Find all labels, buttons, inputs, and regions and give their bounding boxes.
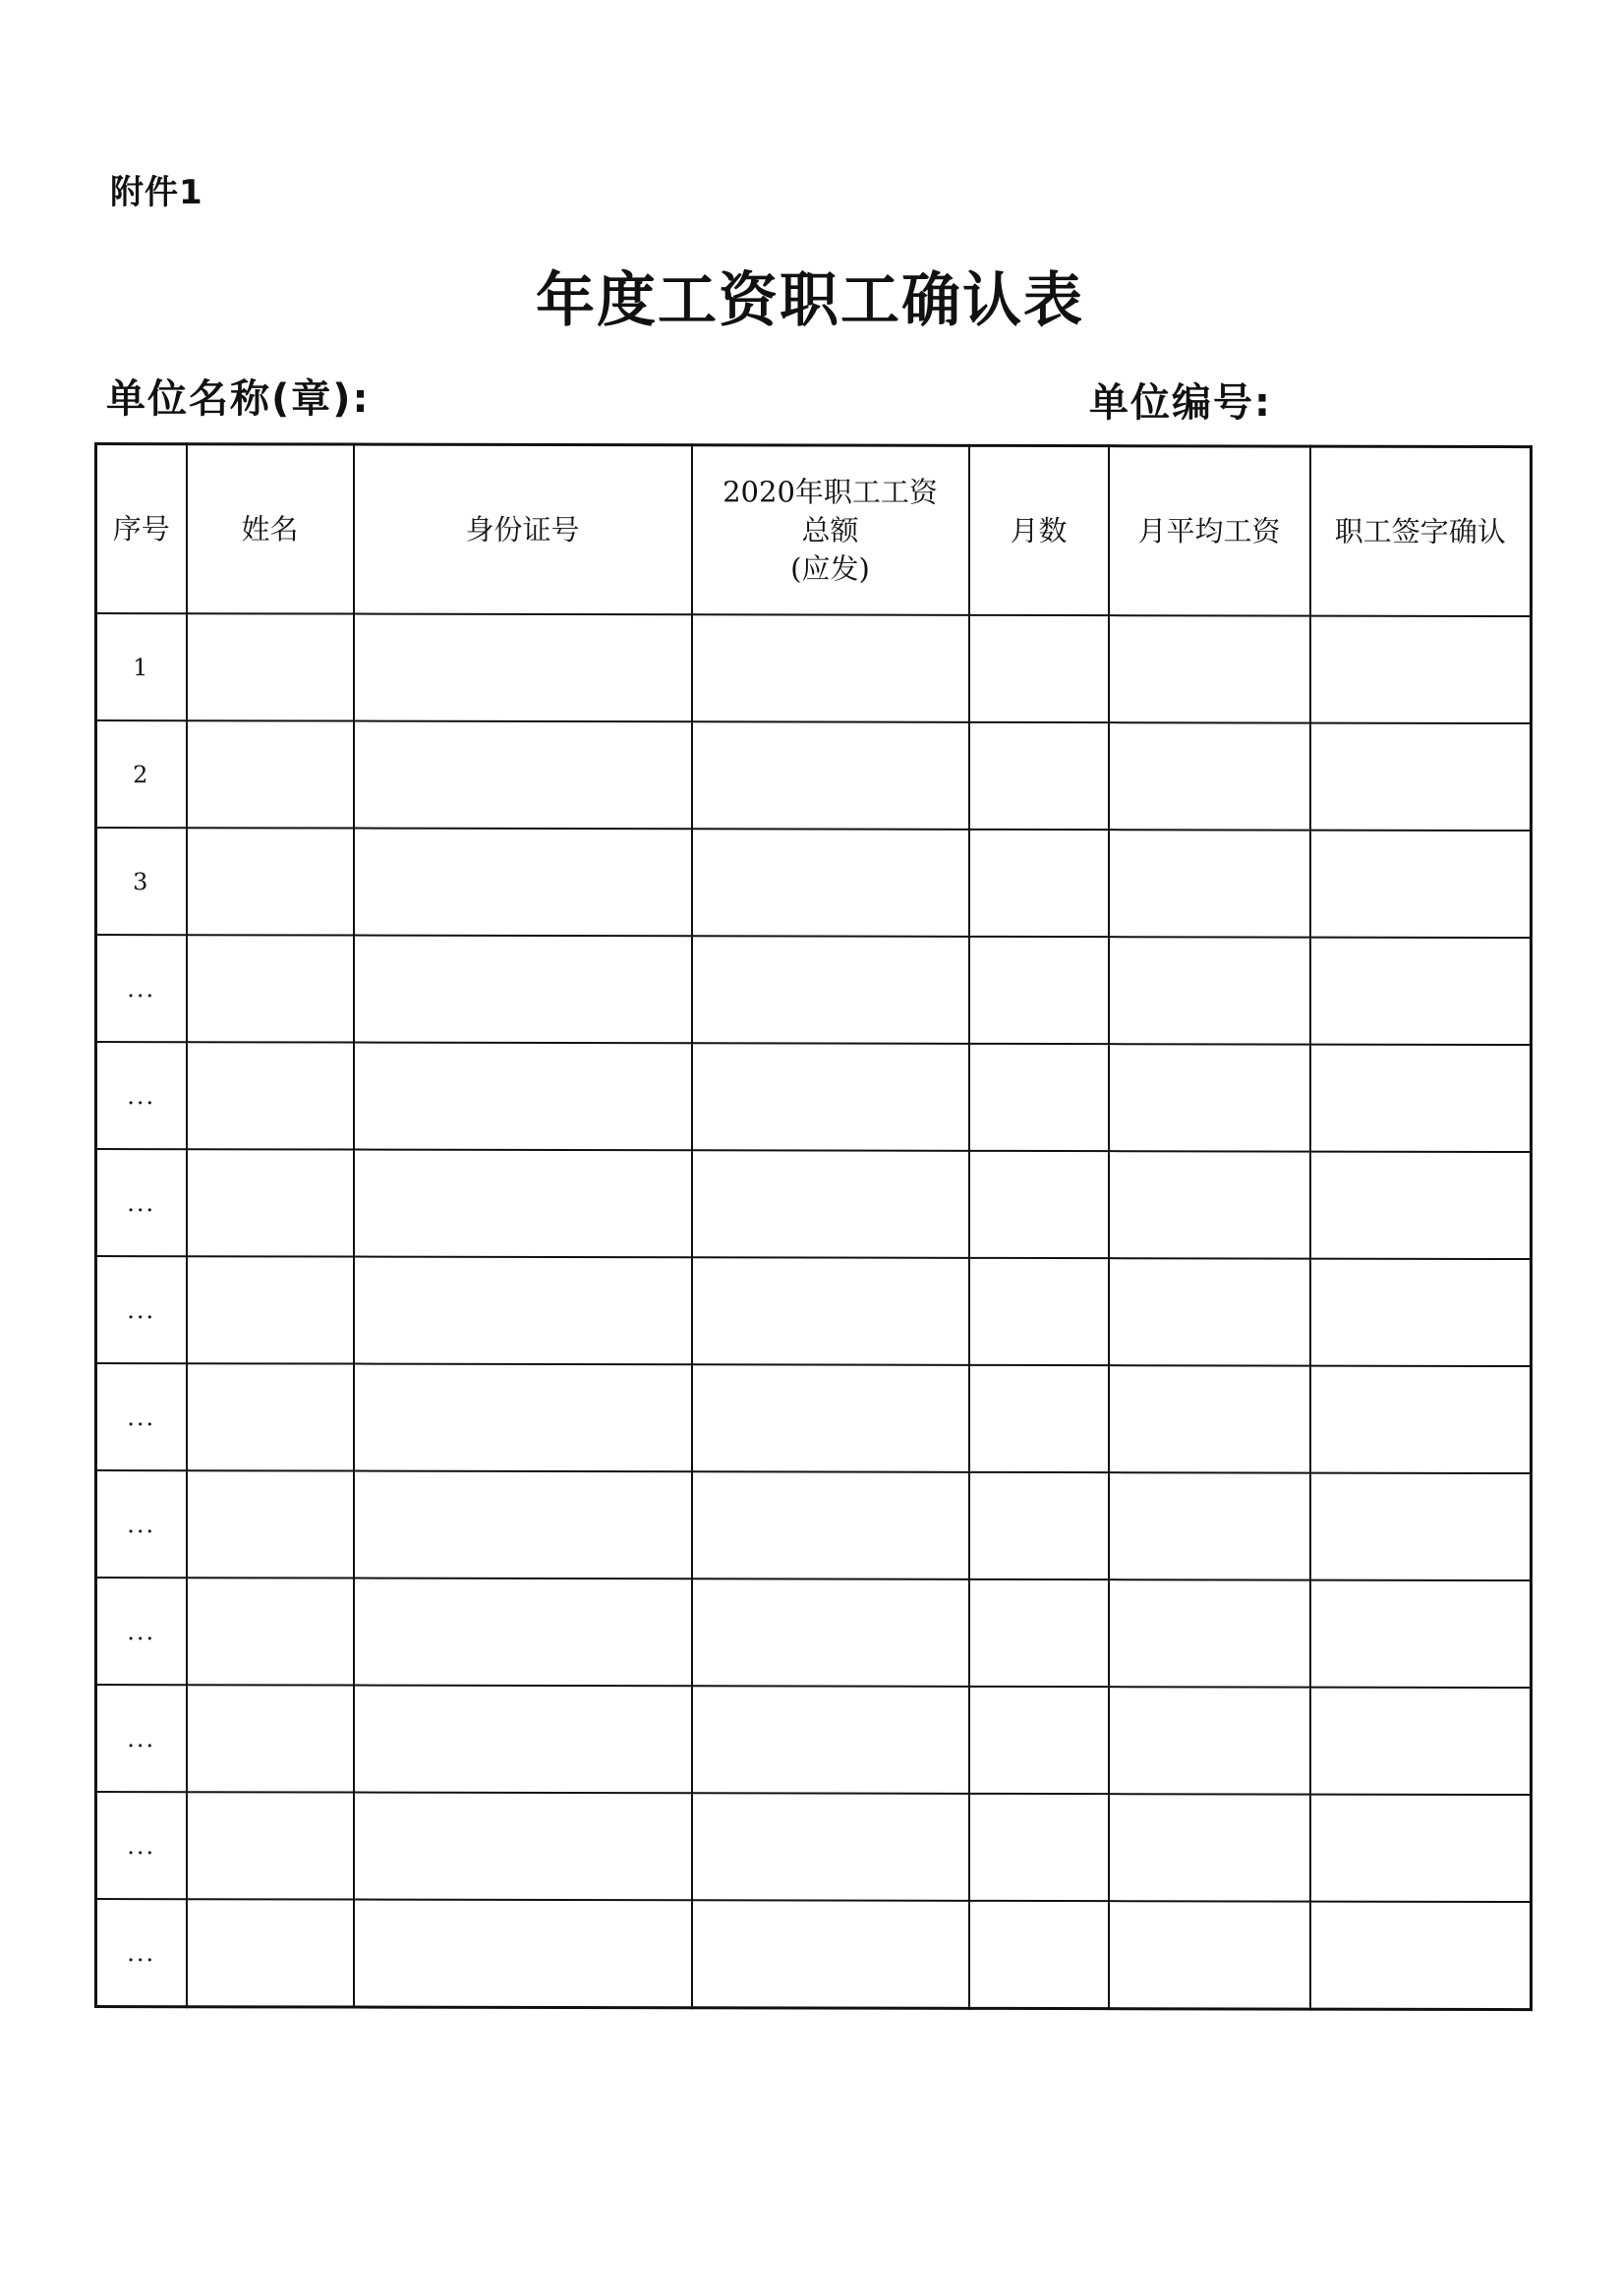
cell-signature — [1310, 938, 1532, 1045]
table-row — [96, 1685, 1532, 1795]
cell-signature — [1310, 723, 1532, 831]
cell-id-number — [354, 1578, 692, 1687]
cell-seq: ... — [96, 1042, 187, 1149]
cell-name — [187, 720, 354, 828]
cell-seq: 1 — [96, 613, 187, 720]
cell-months — [969, 1044, 1109, 1151]
cell-seq: ... — [96, 1899, 187, 2007]
cell-name — [187, 1899, 354, 2007]
cell-id-number — [354, 1043, 692, 1151]
cell-total-wage — [692, 1578, 969, 1687]
cell-avg-monthly-wage — [1109, 1044, 1310, 1151]
cell-total-wage — [692, 1793, 969, 1901]
cell-seq: ... — [96, 935, 187, 1042]
cell-id-number — [354, 1257, 692, 1365]
cell-total-wage — [692, 1043, 969, 1151]
cell-months — [969, 615, 1109, 722]
table-body — [96, 613, 1532, 2010]
cell-total-wage — [692, 936, 969, 1044]
cell-name — [187, 1042, 354, 1149]
header-id-number: 身份证号 — [354, 444, 692, 614]
cell-months — [969, 1365, 1109, 1472]
table-header-row — [96, 444, 1532, 617]
cell-seq: ... — [96, 1363, 187, 1470]
header-months: 月数 — [969, 445, 1109, 615]
cell-signature — [1310, 1795, 1532, 1902]
cell-months — [969, 937, 1109, 1044]
header-signature: 职工签字确认 — [1310, 446, 1532, 616]
unit-number-label: 单位编号: — [1089, 380, 1272, 426]
cell-id-number — [354, 936, 692, 1044]
cell-seq: ... — [96, 1685, 187, 1792]
header-seq: 序号 — [96, 444, 187, 614]
cell-avg-monthly-wage — [1109, 937, 1310, 1044]
cell-id-number — [354, 829, 692, 937]
cell-months — [969, 1472, 1109, 1579]
cell-name — [187, 1685, 354, 1792]
cell-total-wage — [692, 1364, 969, 1472]
cell-avg-monthly-wage — [1109, 1258, 1310, 1365]
cell-id-number — [354, 1793, 692, 1901]
cell-id-number — [354, 1364, 692, 1472]
cell-name — [187, 1578, 354, 1685]
cell-seq: ... — [96, 1792, 187, 1899]
cell-avg-monthly-wage — [1109, 1794, 1310, 1901]
table-row — [96, 1042, 1532, 1152]
cell-avg-monthly-wage — [1109, 1151, 1310, 1258]
cell-id-number — [354, 1471, 692, 1579]
cell-name — [187, 1256, 354, 1363]
cell-name — [187, 1470, 354, 1578]
cell-id-number — [354, 1686, 692, 1794]
cell-months — [969, 1258, 1109, 1365]
table-row — [96, 1256, 1532, 1366]
cell-avg-monthly-wage — [1109, 830, 1310, 937]
cell-name — [187, 1792, 354, 1899]
cell-seq: ... — [96, 1256, 187, 1363]
cell-months — [969, 722, 1109, 830]
cell-months — [969, 1687, 1109, 1794]
table-row — [96, 1363, 1532, 1473]
cell-months — [969, 1151, 1109, 1258]
cell-avg-monthly-wage — [1109, 1579, 1310, 1687]
cell-signature — [1310, 1366, 1532, 1473]
header-total-wage — [692, 445, 969, 615]
table-row — [96, 1792, 1532, 1902]
header-total-wage-line1: 2020年职工工资 — [723, 474, 938, 509]
cell-signature — [1310, 831, 1532, 938]
table-row — [96, 613, 1532, 723]
cell-months — [969, 1579, 1109, 1687]
cell-signature — [1310, 1473, 1532, 1580]
cell-months — [969, 1794, 1109, 1901]
table-row — [96, 1470, 1532, 1580]
cell-name — [187, 1363, 354, 1470]
cell-months — [969, 1901, 1109, 2009]
cell-total-wage — [692, 829, 969, 937]
cell-id-number — [354, 1900, 692, 2008]
cell-total-wage — [692, 1257, 969, 1365]
cell-name — [187, 1149, 354, 1256]
cell-avg-monthly-wage — [1109, 722, 1310, 830]
cell-seq: ... — [96, 1149, 187, 1256]
cell-seq: 2 — [96, 720, 187, 828]
cell-seq: 3 — [96, 828, 187, 935]
unit-name-label: 单位名称(章): — [106, 376, 371, 422]
header-avg-monthly-wage: 月平均工资 — [1109, 446, 1310, 616]
cell-total-wage — [692, 1686, 969, 1794]
table-row — [96, 935, 1532, 1045]
attachment-label: 附件1 — [110, 173, 203, 212]
cell-total-wage — [692, 1900, 969, 2008]
table-row — [96, 1899, 1532, 2010]
cell-avg-monthly-wage — [1109, 1687, 1310, 1794]
page-title: 年度工资职工确认表 — [536, 266, 1084, 335]
cell-signature — [1310, 1152, 1532, 1259]
cell-total-wage — [692, 721, 969, 830]
table-row — [96, 1578, 1532, 1688]
cell-months — [969, 830, 1109, 937]
cell-avg-monthly-wage — [1109, 1472, 1310, 1579]
cell-signature — [1310, 1902, 1532, 2010]
wage-confirmation-table-wrapper — [94, 442, 1530, 2011]
cell-avg-monthly-wage — [1109, 1901, 1310, 2009]
cell-name — [187, 613, 354, 720]
cell-avg-monthly-wage — [1109, 1365, 1310, 1472]
cell-name — [187, 828, 354, 935]
cell-seq: ... — [96, 1578, 187, 1685]
cell-name — [187, 935, 354, 1042]
header-total-wage-line3: (应发) — [790, 550, 870, 586]
table-row — [96, 828, 1532, 938]
cell-signature — [1310, 1045, 1532, 1152]
cell-id-number — [354, 1150, 692, 1258]
cell-total-wage — [692, 1471, 969, 1579]
cell-id-number — [354, 721, 692, 830]
cell-signature — [1310, 616, 1532, 723]
header-name: 姓名 — [187, 444, 354, 614]
table-row — [96, 1149, 1532, 1259]
cell-signature — [1310, 1259, 1532, 1366]
cell-signature — [1310, 1688, 1532, 1795]
cell-signature — [1310, 1580, 1532, 1688]
header-total-wage-line2: 总额 — [801, 513, 859, 547]
cell-total-wage — [692, 614, 969, 722]
cell-avg-monthly-wage — [1109, 615, 1310, 722]
cell-id-number — [354, 614, 692, 722]
cell-seq: ... — [96, 1470, 187, 1578]
cell-total-wage — [692, 1150, 969, 1258]
table-row — [96, 720, 1532, 831]
wage-confirmation-table — [94, 442, 1533, 2011]
